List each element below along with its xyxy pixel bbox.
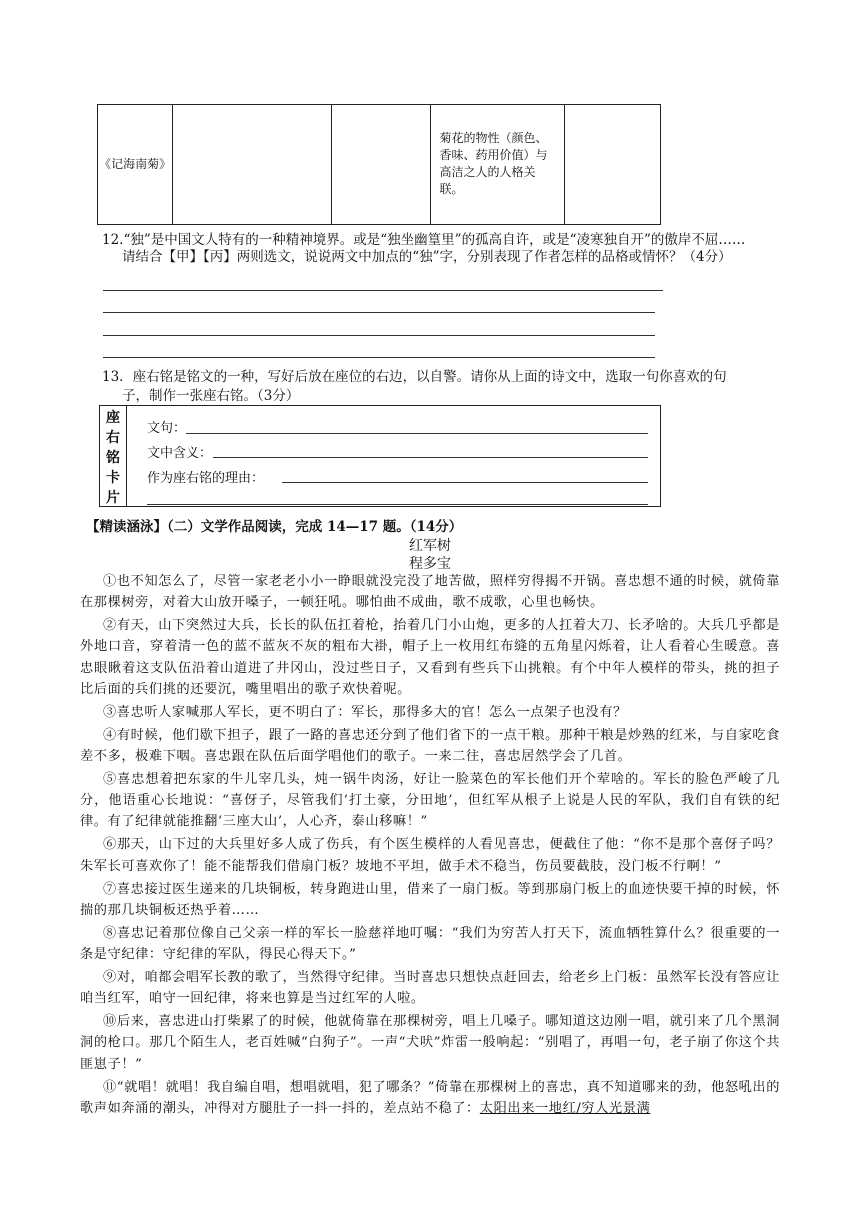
paragraph-text: ⑪“就唱！就唱！我自编自唱，想唱就唱，犯了哪条？”倚靠在那棵树上的喜忠，真不知道哪来的劲，他怒吼出的歌声如奔涌的潮头，冲得对方腿肚子一抖一抖的，差点站不稳了： [80,1079,780,1116]
motto-field-meaning-label: 文中含义： [147,446,213,461]
paragraph: ⑨对，咱都会唱军长教的歌了，当然得守纪律。当时喜忠只想快点赶回去，给老乡上门板：虽然军长没有答应让咱当红军，咱守一回纪律，将来也算是当过红军的人啦。 [80,970,780,1007]
paragraph: ⑤喜忠想着把东家的牛儿宰几头，炖一锅牛肉汤，好让一脸菜色的军长他们开个荤啥的。军长的脸色严峻了几分，他语重心长地说：“喜伢子，尽管我们‘打土豪，分田地’，但红军从根子上说是人民的军队，我们自有铁的纪律。有了纪律就能推翻‘三座大山’，人心齐，泰山移嘛！” [80,772,780,830]
section-heading: 【精读涵泳】（二）文学作品阅读，完成 14—17 题。（14分） [86,519,463,535]
table-row [98,105,661,225]
table-cell-blank[interactable] [173,105,332,225]
paragraph: ⑦喜忠接过医生递来的几块铜板，转身跑进山里，借来了一扇门板。等到那扇门板上的血迹快要干掉的时候，怀揣的那几块铜板还热乎着…… [80,881,780,918]
answer-line[interactable] [103,335,655,336]
question-12-line2: 请结合【甲】【丙】两则选文，说说两文中加点的“独”字，分别表现了作者怎样的品格或情怀？（4分） [122,249,732,265]
paragraph: ⑩后来，喜忠进山打柴累了的时候，他就倚靠在那棵树旁，唱上几嗓子。哪知道这边刚一唱，就引来了几个黑洞洞的枪口。那几个陌生人，老百姓喊“白狗子”。一声“犬吠”炸雷一般响起：“别唱了，再唱一句，老子崩了你这个共匪崽子！” [80,1014,780,1072]
motto-field-reason-line[interactable] [282,482,648,483]
question-12-line1: 12.“独”是中国文人特有的一种精神境界。或是“独坐幽篁里”的孤高自许，或是“凌寒独自开”的傲岸不屈…… [102,232,746,248]
motto-field-reason-line2[interactable] [147,504,648,505]
paragraph: ②有天，山下突然过大兵，长长的队伍扛着枪，抬着几门小山炮，更多的人扛着大刀、长矛啥的。大兵几乎都是外地口音，穿着清一色的蓝不蓝灰不灰的粗布大褂，帽子上一枚用红布缝的五角星闪烁着，让人看着心生暖意。喜忠眼瞅着这支队伍沿着山道进了井冈山，没过些日子，又看到有些兵下山挑粮。有个中年人模样的带头，挑的担子比后面的兵们挑的还要沉，嘴里唱出的歌子欢快着呢。 [80,618,780,697]
paragraph: ①也不知怎么了，尽管一家老老小小一睁眼就没完没了地苦做，照样穷得揭不开锅。喜忠想不通的时候，就倚靠在那棵树旁，对着大山放开嗓子，一顿狂吼。哪怕曲不成曲，歌不成歌，心里也畅快。 [80,574,780,611]
answer-line[interactable] [103,357,655,358]
article-body [80,571,780,1121]
paragraph: ③喜忠听人家喊那人军长，更不明白了：军长，那得多大的官！怎么一点架子也没有？ [103,704,627,720]
question-13-line1: 13．座右铭是铭文的一种，写好后放在座位的右边，以自警。请你从上面的诗文中，选取一句你喜欢的句 [102,369,727,385]
article-title: 红军树 [409,538,451,554]
motto-field-sentence-line[interactable] [186,433,648,434]
paragraph: ⑧喜忠记着那位像自己父亲一样的军长一脸慈祥地叮嘱：“我们为穷苦人打天下，流血牺牲算什么？很重要的一条是守纪律：守纪律的军队，得民心得天下。” [80,925,780,963]
comparison-table [97,104,661,225]
table-cell-content [431,105,565,225]
motto-card [99,405,661,507]
answer-line[interactable] [103,290,663,291]
motto-field-sentence-label: 文句： [147,421,187,436]
underlined-lyric: 太阳出来一地红/穷人光景满 [479,1100,651,1116]
motto-field-meaning-line[interactable] [213,457,648,458]
article-author: 程多宝 [409,556,451,572]
table-cell-title: 《记海南菊》 [98,105,173,225]
question-13-line2: 子，制作一张座右铭。（3分） [122,388,300,404]
motto-card-title: 座 右 铭 卡 片 [100,406,127,506]
table-cell-blank[interactable] [565,105,661,225]
table-cell-text: 菊花的物性（颜色、香味、药用价值）与高洁之人的人格关联。 [439,131,548,196]
paragraph: ④有时候，他们歇下担子，跟了一路的喜忠还分到了他们省下的一点干粮。那种干粮是炒熟的红米，与自家吃食差不多，极难下咽。喜忠跟在队伍后面学唱他们的歌子。一来二往，喜忠居然学会了几首。 [80,727,780,765]
table-cell-blank[interactable] [331,105,431,225]
answer-line[interactable] [103,312,655,313]
paragraph: ⑥那天，山下过的大兵里好多人成了伤兵，有个医生模样的人看见喜忠，便截住了他：“你不是那个喜伢子吗？朱军长可喜欢你了！能不能帮我们借扇门板？坡地不平坦，做手术不稳当，伤员要截肢，没门板不行啊！” [80,837,780,874]
paragraph [80,1077,780,1119]
motto-field-reason-label: 作为座右铭的理由： [147,471,265,486]
